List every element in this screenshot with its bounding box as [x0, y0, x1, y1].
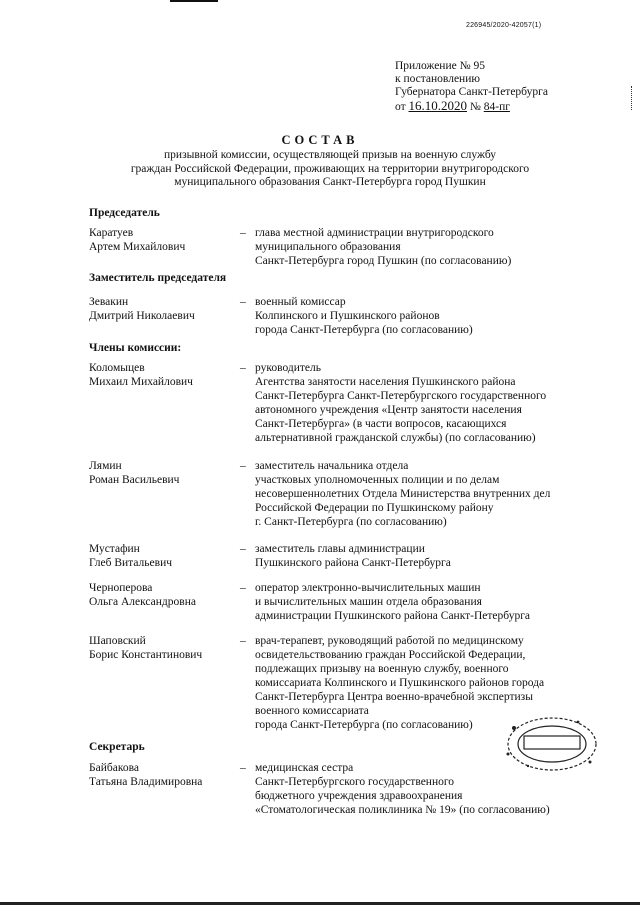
dash: –: [240, 227, 246, 239]
position-line: медицинская сестра: [255, 762, 354, 774]
person-position: [255, 459, 550, 529]
position-line: глава местной администрации внутригородского: [255, 227, 494, 239]
section-chair: Председатель: [89, 207, 160, 219]
position-line: руководитель: [255, 362, 321, 374]
position-line: администрации Пушкинского района Санкт-Петербурга: [255, 610, 531, 622]
annex-date-prefix: от: [395, 101, 406, 113]
given-names: Глеб Витальевич: [89, 557, 173, 569]
person-position: [255, 226, 511, 268]
surname: Коломыцев: [89, 362, 145, 374]
annex-date: 16.10.2020: [408, 98, 467, 113]
position-line: оператор электронно-вычислительных машин: [255, 582, 481, 594]
side-margin-marks: [631, 86, 638, 110]
annex-number: 84-пг: [483, 101, 510, 113]
position-line: муниципального образования: [255, 241, 401, 253]
person-position: [255, 295, 473, 337]
given-names: Борис Константинович: [89, 649, 203, 661]
position-line: заместитель главы администрации: [255, 543, 425, 555]
document-number: 226945/2020-42057(1): [466, 22, 542, 29]
person-position: [255, 581, 530, 623]
surname: Мустафин: [89, 543, 140, 555]
person-name: [89, 361, 193, 389]
annex-block: [395, 60, 548, 114]
person-position: [255, 361, 546, 445]
document-subtitle: [80, 149, 580, 190]
given-names: Татьяна Владимировна: [89, 776, 203, 788]
subtitle-line: граждан Российской Федерации, проживающих на территории внутригородского: [130, 162, 530, 175]
person-name: [89, 634, 202, 662]
position-line: Агентства занятости населения Пушкинского района: [255, 376, 516, 388]
dash: –: [240, 762, 246, 774]
position-line: Пушкинского района Санкт-Петербурга: [255, 557, 451, 569]
position-line: «Стоматологическая поликлиника № 19» (по согласованию): [255, 804, 550, 816]
subtitle-line: муниципального образования Санкт-Петербурга город Пушкин: [174, 176, 486, 188]
position-line: несовершеннолетних Отдела Министерства внутренних дел: [255, 488, 551, 500]
section-members: Члены комиссии:: [89, 342, 182, 354]
position-line: Санкт-Петербурга Центра военно-врачебной экспертизы: [255, 691, 533, 703]
subtitle-line: призывной комиссии, осуществляющей призыв на военную службу: [164, 149, 496, 161]
position-line: города Санкт-Петербурга (по согласованию): [255, 719, 473, 731]
annex-line-3: Губернатора Санкт-Петербурга: [395, 86, 548, 98]
dash: –: [240, 362, 246, 374]
surname: Байбакова: [89, 762, 139, 774]
position-line: военного комиссариата: [255, 705, 369, 717]
annex-line-2: к постановлению: [395, 73, 480, 85]
position-line: Российской Федерации по Пушкинскому району: [255, 502, 494, 514]
given-names: Ольга Александровна: [89, 596, 196, 608]
surname: Черноперова: [89, 582, 153, 594]
annex-title: Приложение № 95: [395, 60, 485, 72]
annex-date-line: [395, 99, 548, 114]
position-line: освидетельствованию граждан Российской Федерации,: [255, 649, 526, 661]
given-names: Дмитрий Николаевич: [89, 310, 195, 322]
stamp-seal-shape: [508, 718, 596, 770]
official-stamp: [500, 714, 600, 774]
person-name: [89, 459, 179, 487]
person-name: [89, 542, 172, 570]
position-line: заместитель начальника отдела: [255, 460, 409, 472]
position-line: комиссариата Колпинского и Пушкинского районов города: [255, 677, 545, 689]
position-line: г. Санкт-Петербурга (по согласованию): [255, 516, 447, 528]
given-names: Михаил Михайлович: [89, 376, 193, 388]
annex-number-sign: №: [469, 101, 481, 113]
surname: Шаповский: [89, 635, 146, 647]
position-line: города Санкт-Петербурга (по согласованию): [255, 324, 473, 336]
given-names: Роман Васильевич: [89, 474, 180, 486]
dash: –: [240, 296, 246, 308]
document-title: СОСТАВ: [281, 133, 359, 147]
dash: –: [240, 460, 246, 472]
position-line: участковых уполномоченных полиции и по делам: [255, 474, 500, 486]
position-line: врач-терапевт, руководящий работой по медицинскому: [255, 635, 524, 647]
position-line: военный комиссар: [255, 296, 346, 308]
section-deputy: Заместитель председателя: [89, 272, 227, 284]
surname: Зевакин: [89, 296, 129, 308]
person-name: [89, 295, 195, 323]
person-name: [89, 226, 185, 254]
surname: Каратуев: [89, 227, 134, 239]
person-position: [255, 542, 451, 570]
position-line: и вычислительных машин отдела образования: [255, 596, 482, 608]
position-line: Санкт-Петербурга город Пушкин (по согласованию): [255, 255, 512, 267]
position-line: Санкт-Петербурга» (в части вопросов, касающихся: [255, 418, 507, 430]
position-line: бюджетного учреждения здравоохранения: [255, 790, 463, 802]
position-line: Санкт-Петербурга Санкт-Петербургского государственного: [255, 390, 547, 402]
position-line: Колпинского и Пушкинского районов: [255, 310, 440, 322]
dash: –: [240, 635, 246, 647]
given-names: Артем Михайлович: [89, 241, 186, 253]
position-line: подлежащих призыву на военную службу, военного: [255, 663, 509, 675]
section-secretary: Секретарь: [89, 741, 145, 753]
dash: –: [240, 582, 246, 594]
position-line: автономного учреждения «Центр занятости населения: [255, 404, 522, 416]
dash: –: [240, 543, 246, 555]
position-line: альтернативной гражданской службы) (по согласованию): [255, 432, 536, 444]
person-name: [89, 761, 202, 789]
position-line: Санкт-Петербургского государственного: [255, 776, 455, 788]
person-name: [89, 581, 196, 609]
top-scan-line: [170, 0, 218, 2]
surname: Лямин: [89, 460, 122, 472]
